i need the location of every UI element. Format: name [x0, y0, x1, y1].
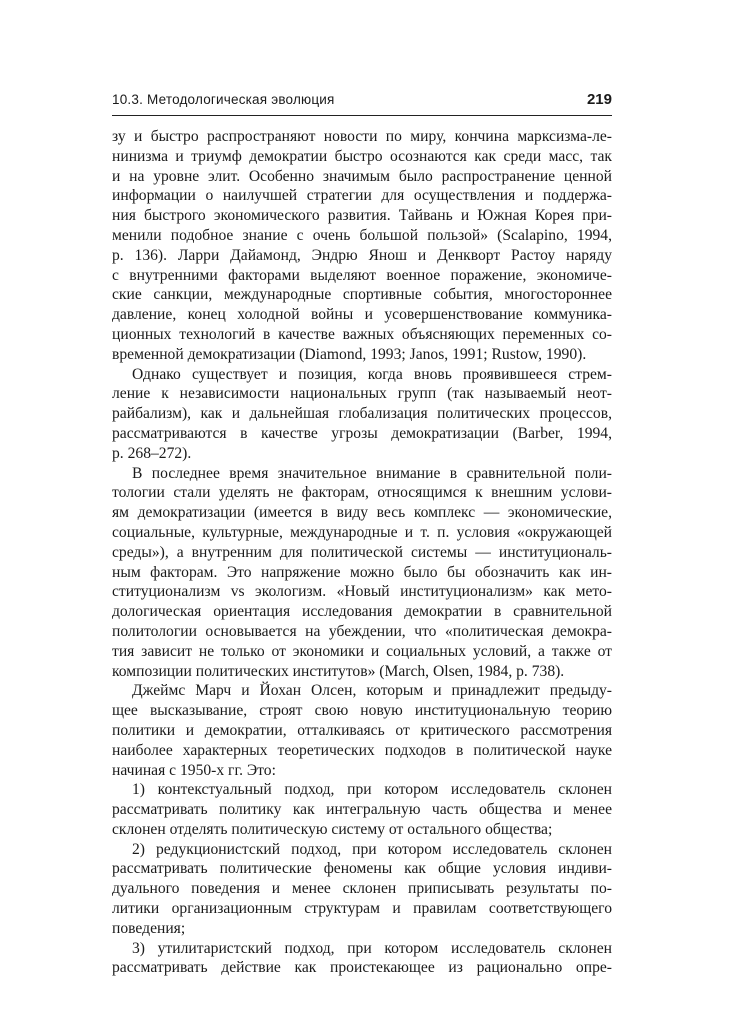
text-line: социальные, культурные, международные и т. п. условия «окружающей	[112, 523, 612, 541]
text-line: склонен отделять политическую систему от остального общества;	[112, 820, 553, 838]
text-line: райбализм), как и дальнейшая глобализация политических процессов,	[112, 405, 612, 423]
text-line: композиции политических институтов» (March, Olsen, 1984, p. 738).	[112, 662, 565, 680]
text-line: временной демократизации (Diamond, 1993; Janos, 1991; Rustow, 1990).	[112, 345, 587, 363]
text-line: Однако существует и позиция, когда вновь проявившееся стрем-	[132, 365, 612, 383]
running-title: 10.3. Методологическая эволюция	[112, 92, 335, 107]
text-line: наиболее характерных теоретических подходов в политической науке	[112, 741, 612, 759]
text-line: среды»), а внутренним для политической системы — институциональ-	[112, 543, 612, 561]
text-line: ям демократизации (имеется в виду весь комплекс — экономические,	[112, 504, 612, 522]
text-line: тологии стали уделять не факторам, относящимся к внешним услови-	[112, 484, 612, 502]
running-header	[112, 92, 612, 112]
page-number: 219	[586, 91, 612, 108]
text-line: рассматривать политику как интегральную часть общества и менее	[112, 801, 612, 819]
text-line: дологическая ориентация исследования демократии в сравнительной	[112, 603, 612, 621]
text-line: менили подобное знание с очень большой пользой» (Scalapino, 1994,	[112, 226, 612, 244]
text-line: давление, конец холодной войны и усовершенствование коммуника-	[112, 306, 612, 324]
text-line: 1) контекстуальный подход, при котором исследователь склонен	[132, 781, 612, 799]
text-line: тия зависит не только от экономики и социальных условий, а также от	[112, 642, 612, 660]
text-line: начиная с 1950-х гг. Это:	[112, 761, 276, 779]
text-line: В последнее время значительное внимание в сравнительной поли-	[132, 464, 612, 482]
header-rule	[112, 115, 612, 116]
text-line: рассматривать действие как проистекающее из рационально опре-	[112, 959, 612, 977]
text-line: поведения;	[112, 919, 186, 937]
text-line: 2) редукционистский подход, при котором исследователь склонен	[132, 840, 612, 858]
text-line: и на уровне элит. Особенно значимым было распространение ценной	[112, 167, 612, 185]
text-line: рассматривать политические феномены как общие условия индиви-	[112, 860, 612, 878]
text-line: ституционализм vs экологизм. «Новый институционализм» как мето-	[112, 583, 612, 601]
text-line: щее высказывание, строят свою новую институциональную теорию	[112, 702, 612, 720]
body-text	[112, 127, 612, 978]
text-line: политологии основывается на убеждении, что «политическая демокра-	[112, 622, 612, 640]
text-line: дуального поведения и менее склонен приписывать результаты по-	[112, 880, 612, 898]
text-line: информации о наилучшей стратегии для осуществления и поддержа-	[112, 187, 612, 205]
text-line: ление к независимости национальных групп (так называемый неот-	[112, 385, 612, 403]
text-line: ционных технологий в качестве важных объясняющих переменных со-	[112, 325, 612, 343]
text-line: рассматриваются в качестве угрозы демократизации (Barber, 1994,	[112, 424, 612, 442]
text-line: Джеймс Марч и Йохан Олсен, которым и принадлежит предыду-	[132, 682, 612, 700]
text-line: p. 268–272).	[112, 444, 192, 462]
text-line: зу и быстро распространяют новости по миру, кончина марксизма-ле-	[112, 128, 612, 145]
text-line: нинизма и триумф демократии быстро осознаются как среди масс, так	[112, 147, 612, 165]
text-line: p. 136). Ларри Дайамонд, Эндрю Янош и Денкворт Растоу наряду	[112, 246, 612, 264]
text-line: литики организационным структурам и правилам соответствующего	[112, 900, 612, 918]
text-line: 3) утилитаристский подход, при котором исследователь склонен	[132, 939, 612, 957]
text-line: политики и демократии, отталкиваясь от критического рассмотрения	[112, 721, 612, 739]
text-line: ские санкции, международные спортивные события, многостороннее	[112, 286, 612, 304]
text-line: ным факторам. Это напряжение можно было бы обозначить как ин-	[112, 563, 612, 581]
text-line: ния быстрого экономического развития. Тайвань и Южная Корея при-	[112, 207, 612, 225]
text-line: с внутренними факторами выделяют военное поражение, экономиче-	[112, 266, 612, 284]
